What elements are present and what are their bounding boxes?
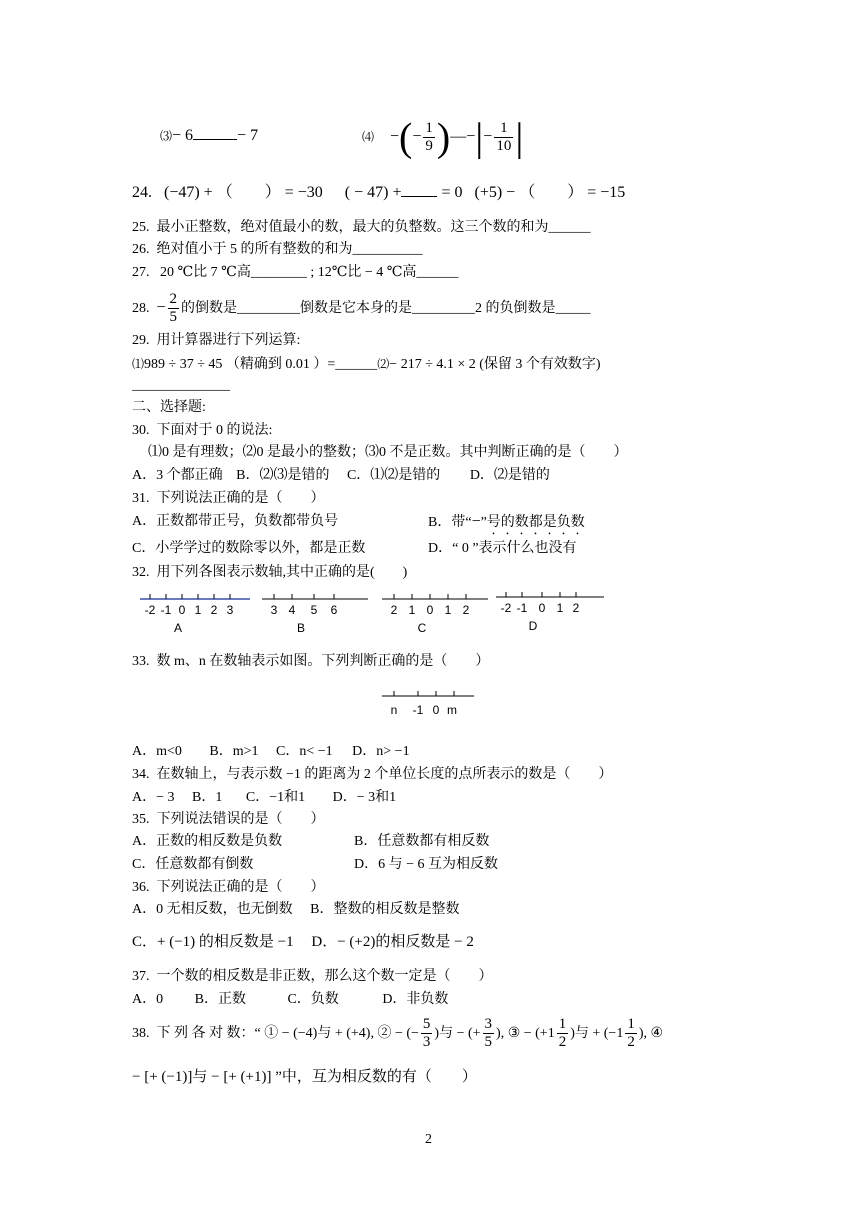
tick-label: -1: [412, 703, 424, 717]
q27: [132, 263, 458, 283]
q33-option-c: C．n< −1: [276, 744, 333, 759]
q25-number: 25.: [132, 220, 150, 235]
q37-stem: [132, 967, 493, 987]
q26-number: 26.: [132, 242, 150, 257]
q29-parts: [132, 354, 601, 375]
q28-text: 的倒数是_________倒数是它本身的是_________2 的负倒数是_____: [181, 301, 591, 316]
q25: [132, 218, 591, 238]
q33-stem: [132, 652, 489, 672]
q38-mid2: ), ③ − (+1: [496, 1026, 555, 1041]
q30-number: 30.: [132, 423, 150, 438]
q31-number: 31.: [132, 491, 150, 506]
number-line-b: [262, 590, 372, 640]
q25-text: 最小正整数，绝对值最小的数，最大的负整数。这三个数的和为______: [156, 220, 591, 235]
q36-option-a: A．0 无相反数，也无倒数: [132, 902, 293, 917]
number-line-b-letter: B: [296, 621, 306, 635]
q23-part3-label: ⑶: [160, 129, 173, 143]
q26: [132, 240, 423, 260]
q23-part3-right: − 7: [237, 127, 259, 144]
q35-option-a: [132, 832, 282, 852]
page-number: [425, 1130, 432, 1150]
tick-label: 0: [178, 603, 186, 617]
q30-stem-text: 下面对于 0 的说法:: [156, 423, 273, 438]
number-line-c-letter: C: [417, 621, 427, 635]
q36-option-d: D．− (+2)的相反数是 − 2: [311, 934, 474, 950]
q26-text: 绝对值小于 5 的所有整数的和为__________: [156, 242, 423, 257]
q31-option-d-text: D．“ 0 ”表示什么也没有: [428, 541, 577, 556]
q32-stem: [132, 563, 407, 583]
q29-title-text: 用计算器进行下列运算:: [156, 333, 301, 348]
q30-option-a: A．3 个都正确: [132, 468, 223, 483]
q23-part3-blank: [193, 127, 237, 140]
q29-part1: 989 ÷ 37 ÷ 45 （精确到 0.01 ）=______: [144, 357, 378, 372]
tick-label: 2: [572, 601, 580, 615]
q35-option-b: [354, 832, 489, 852]
q31-option-a-text: A．正数都带正号，负数都带负号: [132, 514, 339, 529]
tick-label: 1: [194, 603, 202, 617]
tick-label: 6: [330, 603, 338, 617]
number-line-a-letter: A: [173, 621, 183, 635]
tick-label: 1: [408, 603, 416, 617]
tick-label-m: m: [447, 703, 457, 717]
q24-part-a: (−47) + （ ） = −30: [164, 184, 323, 201]
q30-statements-text: ⑴0 是有理数；⑵0 是最小的整数；⑶0 不是正数。其中判断正确的是（ ）: [148, 445, 628, 460]
q23-part4-frac2: $\frac{1}{10}$: [496, 119, 512, 154]
number-line-c-svg: [382, 590, 492, 640]
q38-fraction-1: $\frac{5}{3}$: [422, 1016, 431, 1051]
q36-option-c: C．+ (−1) 的相反数是 −1: [132, 934, 294, 950]
q23-part4-label: ⑷: [362, 130, 375, 144]
q33-options: [132, 742, 410, 762]
q34-stem-text: 在数轴上，与表示数 −1 的距离为 2 个单位长度的点所表示的数是（ ）: [156, 767, 613, 782]
q38-mid1: )与 − (+: [434, 1026, 481, 1041]
q36-option-b: B．整数的相反数是整数: [310, 902, 460, 917]
tick-label: 4: [288, 603, 296, 617]
q30-statements: [148, 443, 628, 463]
q38-line1: [132, 1012, 663, 1056]
tick-label: 3: [226, 603, 234, 617]
q35-option-c-text: C．任意数都有倒数: [132, 857, 254, 872]
section2-title: [132, 398, 206, 418]
tick-label: 3: [270, 603, 278, 617]
q38-post: ), ④: [638, 1026, 664, 1041]
q36-stem-text: 下列说法正确的是（ ）: [156, 880, 325, 895]
number-line-d-letter: D: [528, 619, 538, 633]
q38-line2-text: − [+ (−1)]与 − [+ (+1)] ”中，互为相反数的有（ ）: [132, 1069, 477, 1085]
q27-number: 27.: [132, 265, 150, 280]
q23-part4: ⑷ −(− $\frac{1}{9}$ )—−|− $\frac{1}{10}$ |: [362, 114, 524, 160]
q33-number-line: [380, 688, 480, 722]
tick-label-n: n: [390, 703, 398, 717]
q29-tail: [132, 376, 230, 396]
q29-tail-blank: ______________: [132, 378, 230, 393]
tick-label: 0: [426, 603, 434, 617]
q29-part2: − 217 ÷ 4.1 × 2 (保留 3 个有效数字): [389, 357, 601, 372]
q35-number: 35.: [132, 812, 150, 827]
q34-stem: [132, 765, 612, 785]
q24-part-b-right: = 0: [441, 184, 463, 201]
q38-line2: [132, 1067, 477, 1087]
q31-stem-text: 下列说法正确的是（ ）: [156, 491, 325, 506]
tick-label: 2: [210, 603, 218, 617]
q31-option-b-post: ”号的数都是负数: [480, 515, 585, 530]
q34-option-c: C．−1和1: [245, 790, 306, 805]
q38-fraction-3: $\frac{1}{2}$: [558, 1016, 567, 1051]
q31-option-d: [428, 539, 577, 559]
section2-title-text: 二、选择题:: [132, 400, 206, 415]
q31-option-b-sign: −: [471, 513, 481, 530]
q38-fraction-4: $\frac{1}{2}$: [627, 1016, 635, 1051]
q34-option-a: A．− 3: [132, 790, 175, 805]
q32-number: 32.: [132, 565, 150, 580]
q33-stem-text: 数 m、n 在数轴表示如图。下列判断正确的是（ ）: [156, 654, 490, 669]
q30-options: [132, 466, 550, 486]
number-line-a: [140, 590, 250, 640]
q24-part-b-left: ( − 47) +: [344, 184, 402, 201]
q29-part1-label: ⑴: [132, 357, 145, 371]
tick-label: 2: [462, 603, 470, 617]
q29-title: [132, 331, 300, 351]
q38-number: 38.: [132, 1026, 150, 1041]
tick-label: 1: [444, 603, 452, 617]
q35-option-a-text: A．正数的相反数是负数: [132, 834, 283, 849]
q36-options-ab: [132, 900, 459, 920]
q34-option-d: D．− 3和1: [332, 790, 397, 805]
q31-option-c: [132, 539, 365, 559]
q33-option-d: D．n> −1: [352, 744, 410, 759]
q35-option-d-text: D．6 与 − 6 互为相反数: [354, 857, 499, 872]
q23-part3-left: − 6: [172, 127, 194, 144]
q36-stem: [132, 878, 325, 898]
q36-options-cd: [132, 932, 474, 952]
q24-part-b-blank: [401, 184, 437, 197]
q32-stem-text: 用下列各图表示数轴,其中正确的是( ): [156, 565, 408, 580]
q24-part-c-left: (+5) − （ ）: [474, 184, 584, 201]
tick-label: 0: [538, 601, 546, 615]
q37-options: [132, 990, 448, 1010]
tick-label: 5: [310, 603, 318, 617]
q23-part4-frac1: $\frac{1}{9}$: [425, 119, 433, 154]
number-line-d: [496, 588, 606, 638]
q38-mid3: )与 + (−1: [570, 1026, 624, 1041]
q37-option-b: B．正数: [194, 992, 246, 1007]
q36-number: 36.: [132, 880, 150, 895]
q23-part3: [160, 126, 258, 146]
tick-label: 2: [390, 603, 398, 617]
q31-option-b-pre: B．带“: [428, 515, 472, 530]
tick-label: -1: [516, 601, 528, 615]
q33-number-line-svg: [380, 688, 480, 722]
q29-part2-label: ⑵: [377, 357, 390, 371]
q30-option-d: D．⑵是错的: [469, 468, 550, 483]
q24-part-c-right: = −15: [587, 184, 626, 201]
q33-option-a: A．m<0: [132, 744, 182, 759]
q34-options: [132, 788, 396, 808]
q33-number: 33.: [132, 654, 150, 669]
number-line-b-svg: [262, 590, 372, 640]
q31-option-c-text: C．小学学过的数除零以外，都是正数: [132, 541, 366, 556]
q35-stem-text: 下列说法错误的是（ ）: [156, 812, 325, 827]
q29-number: 29.: [132, 333, 150, 348]
q38-fraction-2: $\frac{3}{5}$: [484, 1016, 493, 1051]
q37-number: 37.: [132, 969, 150, 984]
q35-option-d: [354, 855, 498, 875]
q37-option-c: C．负数: [287, 992, 339, 1007]
q27-text: 20 ℃比 7 ℃高________ ; 12℃比 − 4 ℃高______: [160, 265, 459, 280]
q28-number: 28.: [132, 301, 150, 316]
q37-option-a: A．0: [132, 992, 164, 1007]
q31-option-b: [428, 512, 585, 538]
q33-option-b: B．m>1: [209, 744, 259, 759]
tick-label: 0: [432, 703, 440, 717]
q37-option-d: D．非负数: [382, 992, 449, 1007]
q38-pre: 下 列 各 对 数：“ ① − (−4)与 + (+4), ② − (−: [156, 1026, 419, 1041]
tick-label: -2: [144, 603, 156, 617]
q28-fraction: $\frac{2}{5}$: [169, 291, 178, 326]
tick-label: -1: [160, 603, 172, 617]
number-line-a-svg: [140, 590, 250, 640]
q30-option-b: B．⑵⑶是错的: [236, 468, 330, 483]
q24: [132, 183, 625, 203]
q34-option-b: B．1: [192, 790, 223, 805]
q24-number: 24.: [132, 184, 152, 201]
q34-number: 34.: [132, 767, 150, 782]
q35-option-b-text: B．任意数都有相反数: [354, 834, 490, 849]
q37-stem-text: 一个数的相反数是非正数，那么这个数一定是（ ）: [156, 969, 493, 984]
number-line-c: [382, 590, 492, 640]
q35-option-c: [132, 855, 253, 875]
tick-label: -2: [500, 601, 512, 615]
q35-stem: [132, 810, 325, 830]
page-number-text: 2: [425, 1132, 432, 1147]
q30-stem: [132, 421, 272, 441]
q30-option-c: C．⑴⑵是错的: [346, 468, 441, 483]
q28: 28. − $\frac{2}{5}$ 的倒数是_________倒数是它本身的是_________2 的负倒数是_____: [132, 291, 591, 326]
tick-label: 1: [556, 601, 564, 615]
q31-stem: [132, 489, 325, 509]
number-line-d-svg: [496, 588, 606, 638]
q31-option-a: [132, 512, 338, 532]
